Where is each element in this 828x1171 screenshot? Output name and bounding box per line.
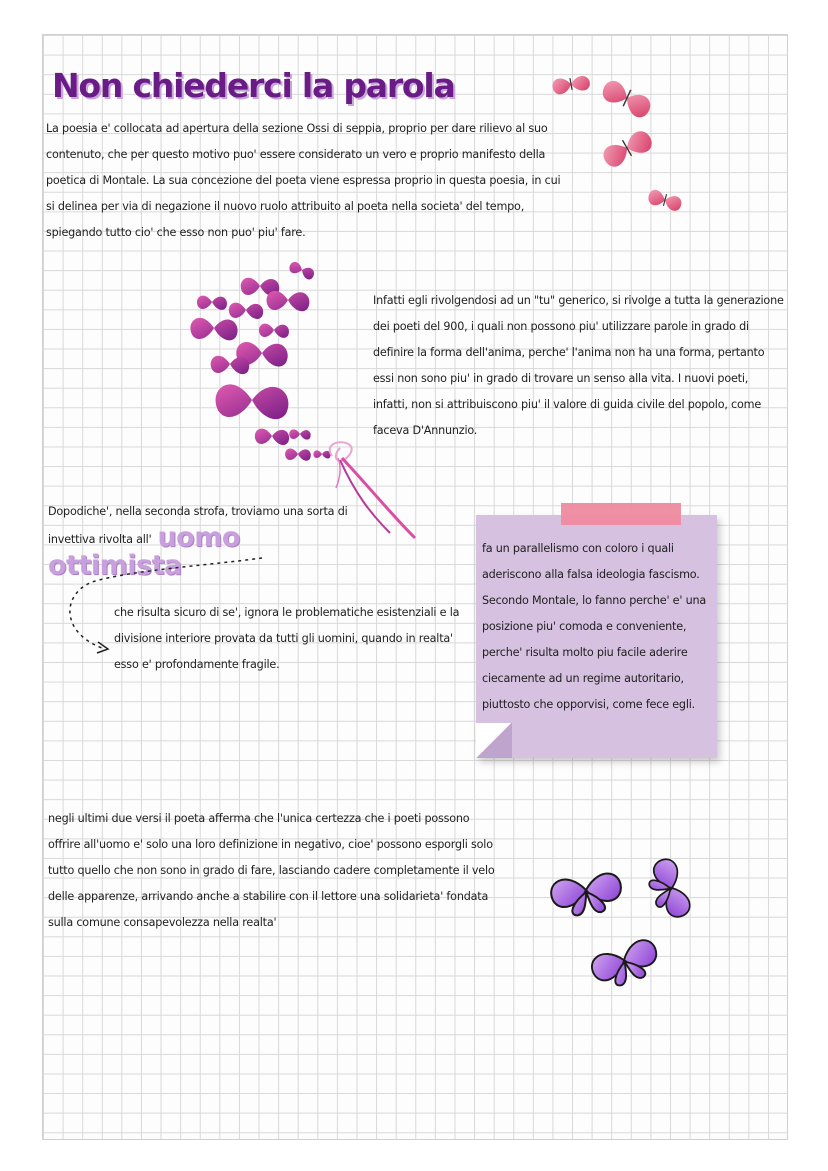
page-title: Non chiederci la parola: [52, 66, 455, 105]
pink-butterflies-icon: [545, 68, 685, 218]
butterfly-icon: [647, 188, 684, 212]
butterfly-icon: [643, 856, 693, 923]
intro-paragraph: La poesia e' collocata ad apertura della sezione Ossi di seppia, proprio per dare rilievo al suo contenuto, che per questo motivo puo' essere considerato un vero e proprio manifesto della poetica di Montale. La sua concezione del poeta viene espressa proprio in questa poesia, in cui si delinea per via di negazione il nuovo ruolo attribuito al poeta nella societa' del tempo, spiegando tutto cio' che esso non puo' piu' fare.: [46, 122, 561, 239]
butterfly-icon: [551, 73, 591, 95]
sticky-note-tape: [561, 503, 681, 525]
sticky-note-text: fa un parallelismo con coloro i quali aderiscono alla falsa ideologia fascismo. Secondo Montale, lo fanno perche' e' una posizione piu' comoda e conveniente, perche' risulta molto piu facile aderire ciecamente ad un regime autoritario, piuttosto che opporvisi, come fece egli.: [482, 542, 707, 711]
butterfly-icon: [600, 126, 656, 172]
ottimista-description: che risulta sicuro di se', ignora le problematiche esistenziali e la divisione interiore provata da tutti gli uomini, quando in realta' esso e' profondamente fragile.: [114, 606, 460, 671]
butterfly-icon: [599, 78, 655, 121]
butterfly-icon: [549, 872, 624, 919]
butterfly-icon: [588, 937, 663, 993]
second-stanza-text: Dopodiche', nella seconda strofa, troviamo una sorta di invettiva rivolta all': [48, 505, 348, 546]
purple-butterflies-icon: [540, 848, 710, 998]
generation-paragraph: Infatti egli rivolgendosi ad un "tu" generico, si rivolge a tutta la generazione dei poeti del 900, i quali non possono piu' utilizzare parole in grado di definire la forma dell'anima, perche' l'anima non ha una forma, pertanto essi non sono piu' in grado di trovare un senso alla vita. I nuovi poeti, infatti, non si attribuiscono piu' il valore di guida civile del popolo, come faceva D'Annunzio.: [373, 294, 784, 437]
last-verses-paragraph: negli ultimi due versi il poeta afferma che l'unica certezza che i poeti possono offrire all'uomo e' solo una loro definizione in negativo, cioe' possono esporgli solo tutto quello che non sono in grado di fare, lasciando cadere completamente il velo delle apparenze, arrivando anche a stabilire con il lettore una solidarieta' fondata sulla comune consapevolezza nella realta': [48, 812, 495, 929]
uomo-ottimista-highlight: uomo ottimista: [48, 522, 240, 581]
sticky-note-fold: [476, 723, 512, 758]
